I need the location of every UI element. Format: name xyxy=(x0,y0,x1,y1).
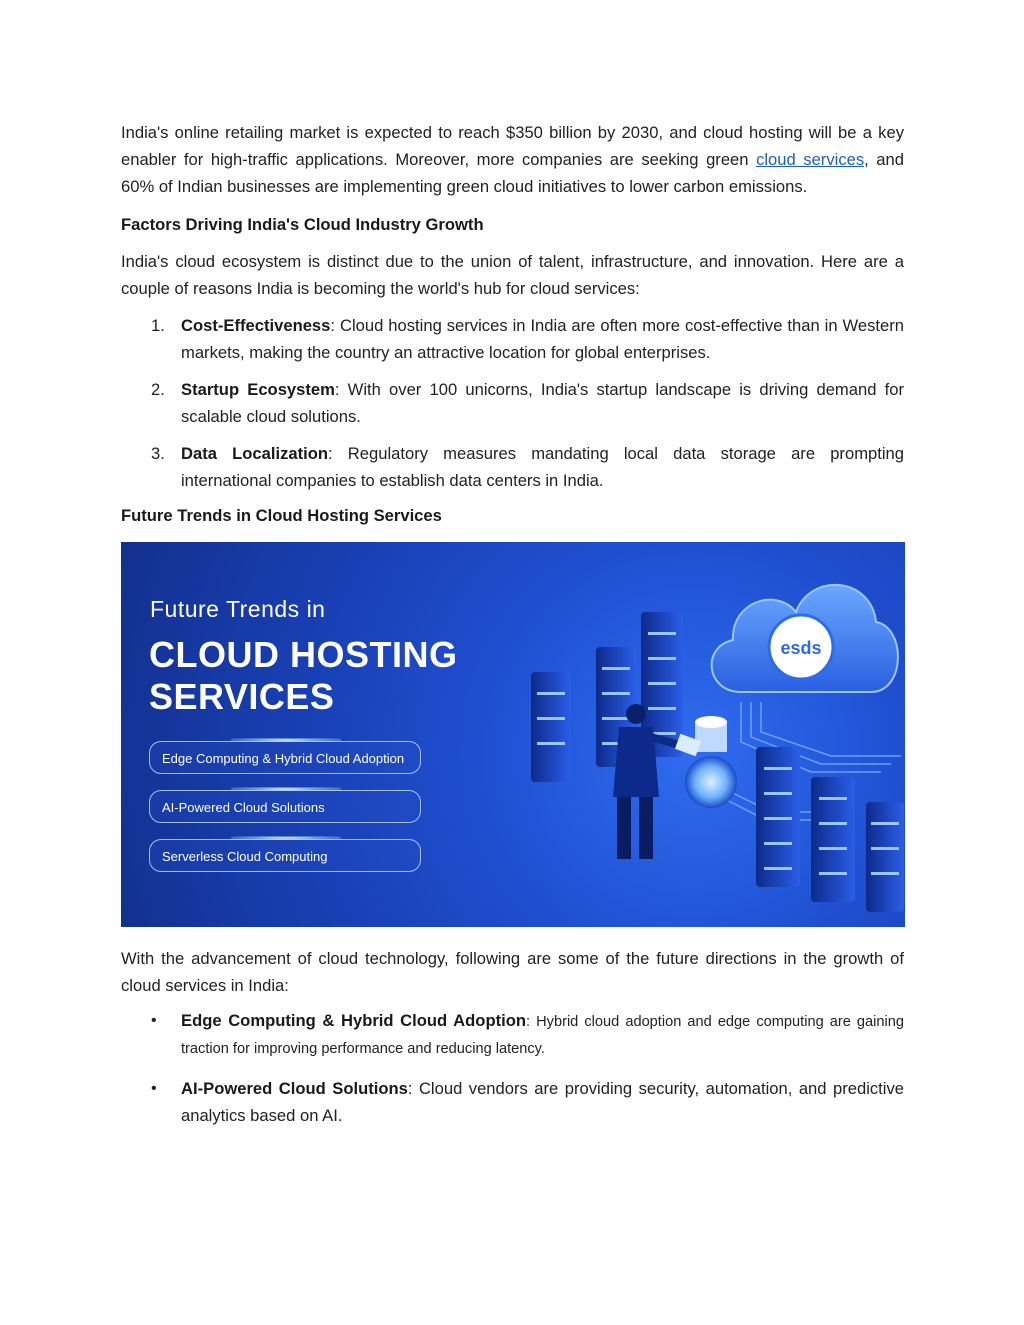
cloud-services-link[interactable]: cloud services xyxy=(756,150,865,169)
list-number: 2. xyxy=(151,380,165,399)
bullet-text: : Cloud vendors are providing security, automation, and predictive analytics based on AI. xyxy=(181,1079,905,1125)
factors-list xyxy=(121,312,904,494)
intro-text-after-link: , and 60% of Indian businesses are implementing green cloud initiatives to lower carbon emissions. xyxy=(121,150,904,196)
intro-paragraph xyxy=(121,119,904,200)
document-body xyxy=(121,119,904,1139)
banner-pill: Serverless Cloud Computing xyxy=(149,839,421,872)
server-tower xyxy=(866,802,904,912)
list-item-title: Data Localization xyxy=(181,444,329,463)
bullet-icon: • xyxy=(151,1080,157,1097)
bullet-text: : Hybrid cloud adoption and edge computing are gaining traction for improving performance and reducing latency. xyxy=(181,1014,904,1057)
list-item-text: : With over 100 unicorns, India's startup landscape is driving demand for scalable cloud solutions. xyxy=(181,380,904,426)
list-item xyxy=(121,312,904,366)
future-trends-banner-image xyxy=(121,542,905,927)
server-tower xyxy=(811,777,855,902)
factors-intro: India's cloud ecosystem is distinct due to the union of talent, infrastructure, and innovation. Here are a couple of reasons India is becoming the world's hub for cloud services: xyxy=(121,252,904,298)
bullet-item xyxy=(121,1007,904,1061)
list-number: 1. xyxy=(151,316,165,335)
list-item-text: : Regulatory measures mandating local data storage are prompting international companies to establish data centers in India. xyxy=(181,444,904,490)
trends-list xyxy=(121,1007,904,1129)
data-orb-icon xyxy=(685,716,737,808)
esds-logo: esds xyxy=(780,638,822,658)
bullet-title: Edge Computing & Hybrid Cloud Adoption xyxy=(181,1011,526,1030)
banner-pill: Edge Computing & Hybrid Cloud Adoption xyxy=(149,741,421,774)
trends-intro: With the advancement of cloud technology, following are some of the future directions in the growth of cloud services in India: xyxy=(121,949,904,995)
intro-text-before-link: India's online retailing market is expected to reach $350 billion by 2030, and cloud hosting will be a key enabler for high-traffic applications. Moreover, more companies are seeking green xyxy=(121,123,904,169)
section-heading-factors: Factors Driving India's Cloud Industry Growth xyxy=(121,215,484,234)
bullet-item xyxy=(121,1075,904,1129)
section-heading-trends: Future Trends in Cloud Hosting Services xyxy=(121,506,442,525)
server-tower xyxy=(531,672,571,782)
banner-pill: AI-Powered Cloud Solutions xyxy=(149,790,421,823)
list-item-title: Startup Ecosystem xyxy=(181,380,335,399)
banner-title-line1: Future Trends in xyxy=(150,596,326,622)
cloud-server-illustration xyxy=(511,542,905,927)
banner-title-main xyxy=(149,634,458,718)
banner-title-line3: SERVICES xyxy=(149,676,335,717)
list-item xyxy=(121,440,904,494)
cloud-icon xyxy=(712,585,898,692)
banner-title-line2: CLOUD HOSTING xyxy=(149,634,458,675)
list-item-text: : Cloud hosting services in India are often more cost-effective than in Western markets, making the country an attractive location for global enterprises. xyxy=(181,316,904,362)
list-item-title: Cost-Effectiveness xyxy=(181,316,331,335)
bullet-title: AI-Powered Cloud Solutions xyxy=(181,1079,408,1098)
list-item xyxy=(121,376,904,430)
list-number: 3. xyxy=(151,444,165,463)
bullet-icon: • xyxy=(151,1012,157,1029)
